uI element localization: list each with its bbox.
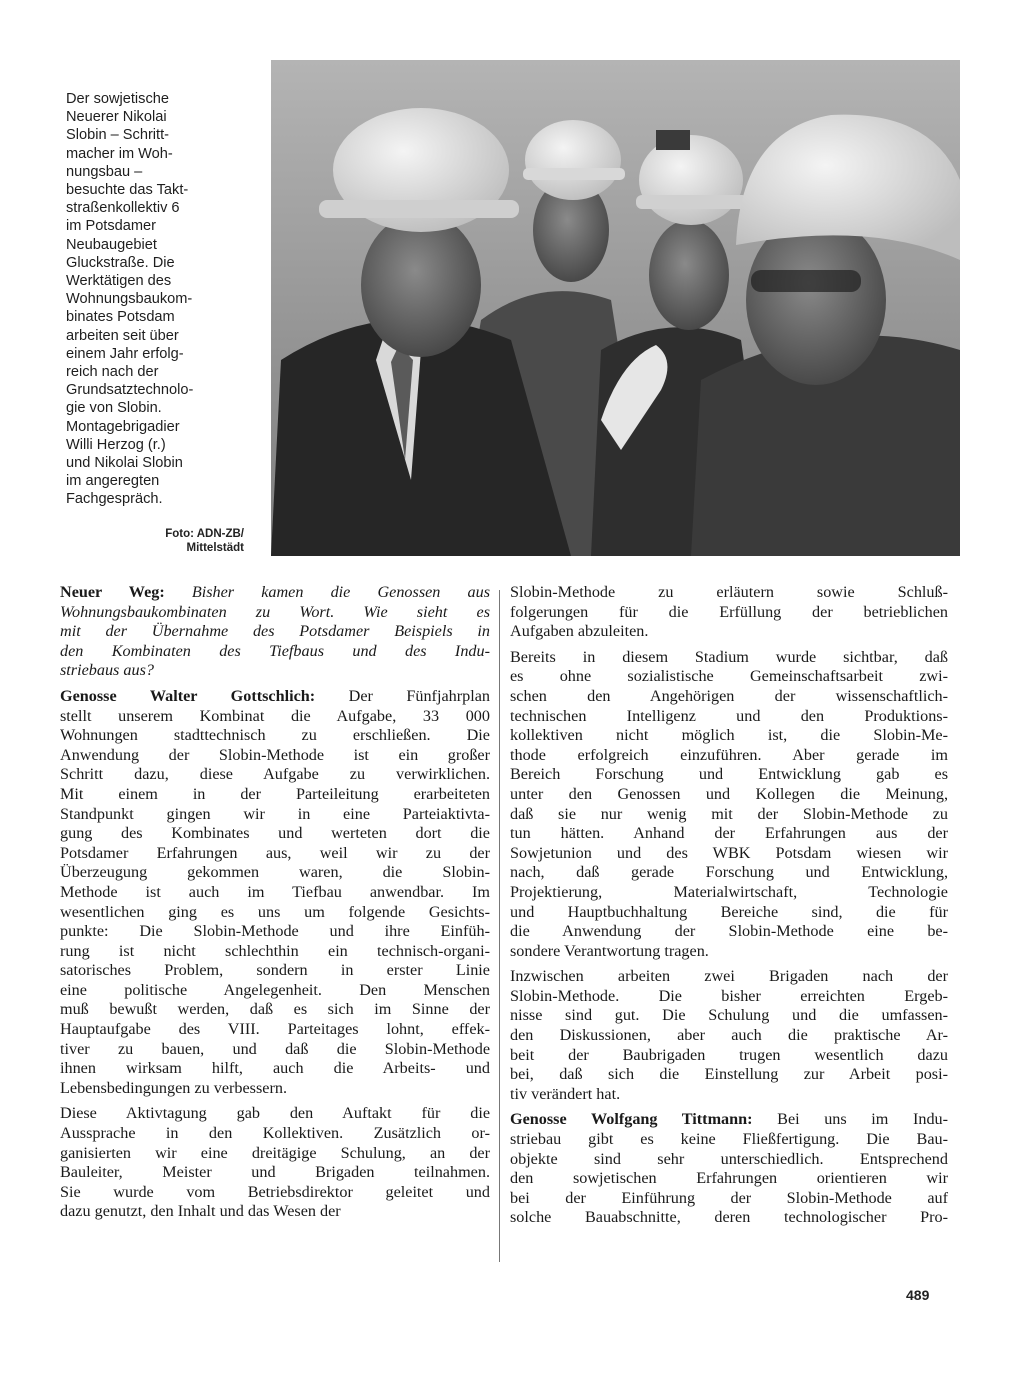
text-line: Bauleiter, Meister und Brigaden teilnahmen. — [60, 1163, 490, 1182]
paragraph-stadium — [510, 648, 948, 962]
text-line: gung des Kombinates und werteten dort die — [60, 824, 490, 843]
text-line: Projektierung, Materialwirtschaft, Technologie — [510, 882, 948, 901]
text-line: Sie wurde vom Betriebsdirektor geleitet und — [60, 1182, 490, 1201]
text-line: punkte: Die Slobin-Methode und ihre Einfüh- — [60, 922, 490, 941]
caption-line: einem Jahr erfolg- — [66, 345, 184, 362]
text-line: technischen Intelligenz und den Produktions- — [510, 706, 948, 725]
caption-line: gie von Slobin. — [66, 400, 162, 417]
caption-line: arbeiten seit über — [66, 327, 179, 344]
text-line: thode erfolgreich einzuführen. Aber gerade im — [510, 745, 948, 764]
text-line: beit der Baubrigaden trugen wesentlich dazu — [510, 1045, 948, 1064]
caption-line: Wohnungsbaukom- — [66, 291, 193, 308]
question-text: Bisher kamen die Genossen aus — [191, 583, 490, 601]
column-divider — [499, 590, 500, 1262]
question-line: mit der Übernahme des Potsdamer Beispiels in — [60, 622, 490, 641]
text-line: rung ist nicht schlechthin ein technisch-organi- — [60, 941, 490, 960]
speaker-label-tittmann: Genosse Wolfgang Tittmann: — [510, 1110, 753, 1129]
answer-text: Der Fünfjahrplan — [348, 686, 490, 705]
text-line: bei, daß sich die Einstellung zur Arbeit posi- — [510, 1065, 948, 1084]
caption-line: Neuerer Nikolai — [66, 109, 167, 126]
caption-line: Der sowjetische — [66, 91, 170, 107]
speaker-label-neuer-weg: Neuer Weg: — [60, 583, 165, 601]
caption-line: Willi Herzog (r.) — [66, 436, 166, 453]
caption-line: Werktätigen des — [66, 273, 172, 290]
right-text-column — [510, 583, 948, 1234]
text-line: Standpunkt gingen wir in eine Parteiaktivta- — [60, 804, 490, 823]
text-line: sondere Verantwortung tragen. — [510, 941, 709, 960]
question-line: striebaus aus? — [60, 661, 154, 680]
text-line: nisse sind gut. Die Schulung und die umfassen- — [510, 1006, 948, 1025]
text-line: tiv verändert hat. — [510, 1084, 621, 1103]
text-line: daß sie nur wenig mit der Slobin-Methode zu — [510, 804, 948, 823]
text-line: Hauptaufgabe des VIII. Parteitages lohnt, effek- — [60, 1020, 490, 1039]
caption-line: binates Potsdam — [66, 309, 175, 326]
text-line: Lebensbedingungen zu verbessern. — [60, 1078, 287, 1097]
paragraph-brigaden — [510, 967, 948, 1104]
text-line: kollektiven nicht möglich ist, die Slobin-Me- — [510, 726, 948, 745]
speaker-label-gottschlich: Genosse Walter Gottschlich: — [60, 686, 316, 705]
text-line: eine politische Angelegenheit. Den Menschen — [60, 980, 490, 999]
photo-caption — [66, 90, 244, 509]
text-line: Methode ist auch im Tiefbau anwendbar. Im — [60, 882, 490, 901]
text-line: Anwendung der Slobin-Methode ist ein großer — [60, 745, 490, 764]
text-line — [60, 583, 490, 603]
caption-line: macher im Woh- — [66, 145, 173, 162]
text-line: Aussprache in den Kollektiven. Zusätzlich or- — [60, 1124, 490, 1143]
photo-credit — [130, 527, 244, 555]
caption-line: Montagebrigadier — [66, 418, 180, 435]
caption-line: Fachgespräch. — [66, 491, 163, 508]
text-line: tiver zu bauen, und daß die Slobin-Methode — [60, 1039, 490, 1058]
text-line: Slobin-Methode. Die bisher erreichten Ergeb- — [510, 986, 948, 1005]
caption-line: Slobin – Schritt- — [66, 127, 170, 144]
paragraph-aktivtagung — [60, 1104, 490, 1222]
text-line: es ohne sozialistische Gemeinschaftsarbeit zwi- — [510, 667, 948, 686]
text-line: Aufgaben abzuleiten. — [510, 622, 649, 641]
text-line: den sowjetischen Erfahrungen orientieren wir — [510, 1169, 948, 1188]
caption-line: straßenkollektiv 6 — [66, 200, 180, 217]
text-line: Diese Aktivtagung gab den Auftakt für die — [60, 1104, 490, 1123]
credit-line: Mittelstädt — [186, 542, 244, 554]
text-line: unter den Genossen und Kollegen die Meinung, — [510, 784, 948, 803]
news-photo — [271, 60, 960, 556]
text-line: nach, daß gerade Forschung und Entwicklung, — [510, 863, 948, 882]
answer-tittmann-paragraph — [510, 1110, 948, 1228]
text-line: ganisierten wir eine dreitägige Schulung, an der — [60, 1143, 490, 1162]
caption-line: im angeregten — [66, 473, 160, 490]
question-paragraph — [60, 583, 490, 681]
caption-line: Neubaugebiet — [66, 236, 157, 253]
text-line: bei der Einführung der Slobin-Methode auf — [510, 1188, 948, 1207]
text-line: Sowjetunion und des WBK Potsdam wiesen wir — [510, 843, 948, 862]
text-line: schen den Angehörigen der wissenschaftlich- — [510, 686, 948, 705]
left-text-column — [60, 583, 490, 1228]
text-line: Bereich Forschung und Entwicklung gab es — [510, 765, 948, 784]
caption-line: nungsbau – — [66, 163, 143, 180]
photo-of-men-in-hard-hats-icon — [271, 60, 960, 556]
text-line: ihnen wirksam hilft, auch die Arbeits- und — [60, 1059, 490, 1078]
text-line: muß bewußt werden, daß es sich im Sinne der — [60, 1000, 490, 1019]
credit-line: Foto: ADN-ZB/ — [165, 528, 244, 540]
text-line: wesentlichen ging es uns um folgende Gesichts- — [60, 902, 490, 921]
caption-line: Gluckstraße. Die — [66, 254, 175, 271]
question-line: Wohnungsbaukombinaten zu Wort. Wie sieht es — [60, 602, 490, 621]
text-line: dazu genutzt, den Inhalt und das Wesen der — [60, 1202, 341, 1221]
text-line: folgerungen für die Erfüllung der betrieblichen — [510, 602, 948, 621]
text-line: den Diskussionen, aber auch die praktische Ar- — [510, 1026, 948, 1045]
text-line: und Hauptbuchhaltung Bereiche sind, die für — [510, 902, 948, 921]
text-line: Bereits in diesem Stadium wurde sichtbar, daß — [510, 647, 948, 666]
text-line: Wohnungen stadttechnisch zu erschließen. Die — [60, 726, 490, 745]
caption-line: reich nach der — [66, 364, 159, 381]
answer-gottschlich-paragraph — [60, 687, 490, 1098]
text-line: Schritt dazu, diese Aufgabe zu verwirklichen. — [60, 765, 490, 784]
caption-line: und Nikolai Slobin — [66, 455, 183, 472]
text-line: Slobin-Methode zu erläutern sowie Schluß- — [510, 583, 948, 601]
text-line — [510, 1110, 948, 1130]
text-line: stellt unserem Kombinat die Aufgabe, 33 000 — [60, 706, 490, 725]
text-line: Potsdamer Erfahrungen aus, weil wir zu der — [60, 843, 490, 862]
text-line — [60, 687, 490, 707]
text-line: striebau gibt es keine Fließfertigung. Die Bau- — [510, 1130, 948, 1149]
question-line: den Kombinaten des Tiefbaus und des Indu- — [60, 641, 490, 660]
text-line: objekte sind sehr unterschiedlich. Entsprechend — [510, 1149, 948, 1168]
caption-line: Grundsatztechnolo- — [66, 382, 194, 399]
page-number: 489 — [906, 1287, 930, 1303]
text-line: satorisches Problem, sondern in erster Linie — [60, 961, 490, 980]
answer-text: Bei uns im Indu- — [777, 1110, 949, 1129]
text-line: solche Bauabschnitte, deren technologischer Pro- — [510, 1208, 948, 1227]
text-line: Mit einem in der Parteileitung erarbeiteten — [60, 784, 490, 803]
text-line: Inzwischen arbeiten zwei Brigaden nach der — [510, 967, 948, 986]
caption-line: im Potsdamer — [66, 218, 157, 235]
text-line: Überzeugung gekommen waren, die Slobin- — [60, 863, 490, 882]
paragraph-slobin-methode — [510, 583, 948, 642]
caption-line: besuchte das Takt- — [66, 182, 189, 199]
text-line: tun hätten. Anhand der Erfahrungen aus der — [510, 824, 948, 843]
text-line: die Anwendung der Slobin-Methode eine be- — [510, 922, 948, 941]
